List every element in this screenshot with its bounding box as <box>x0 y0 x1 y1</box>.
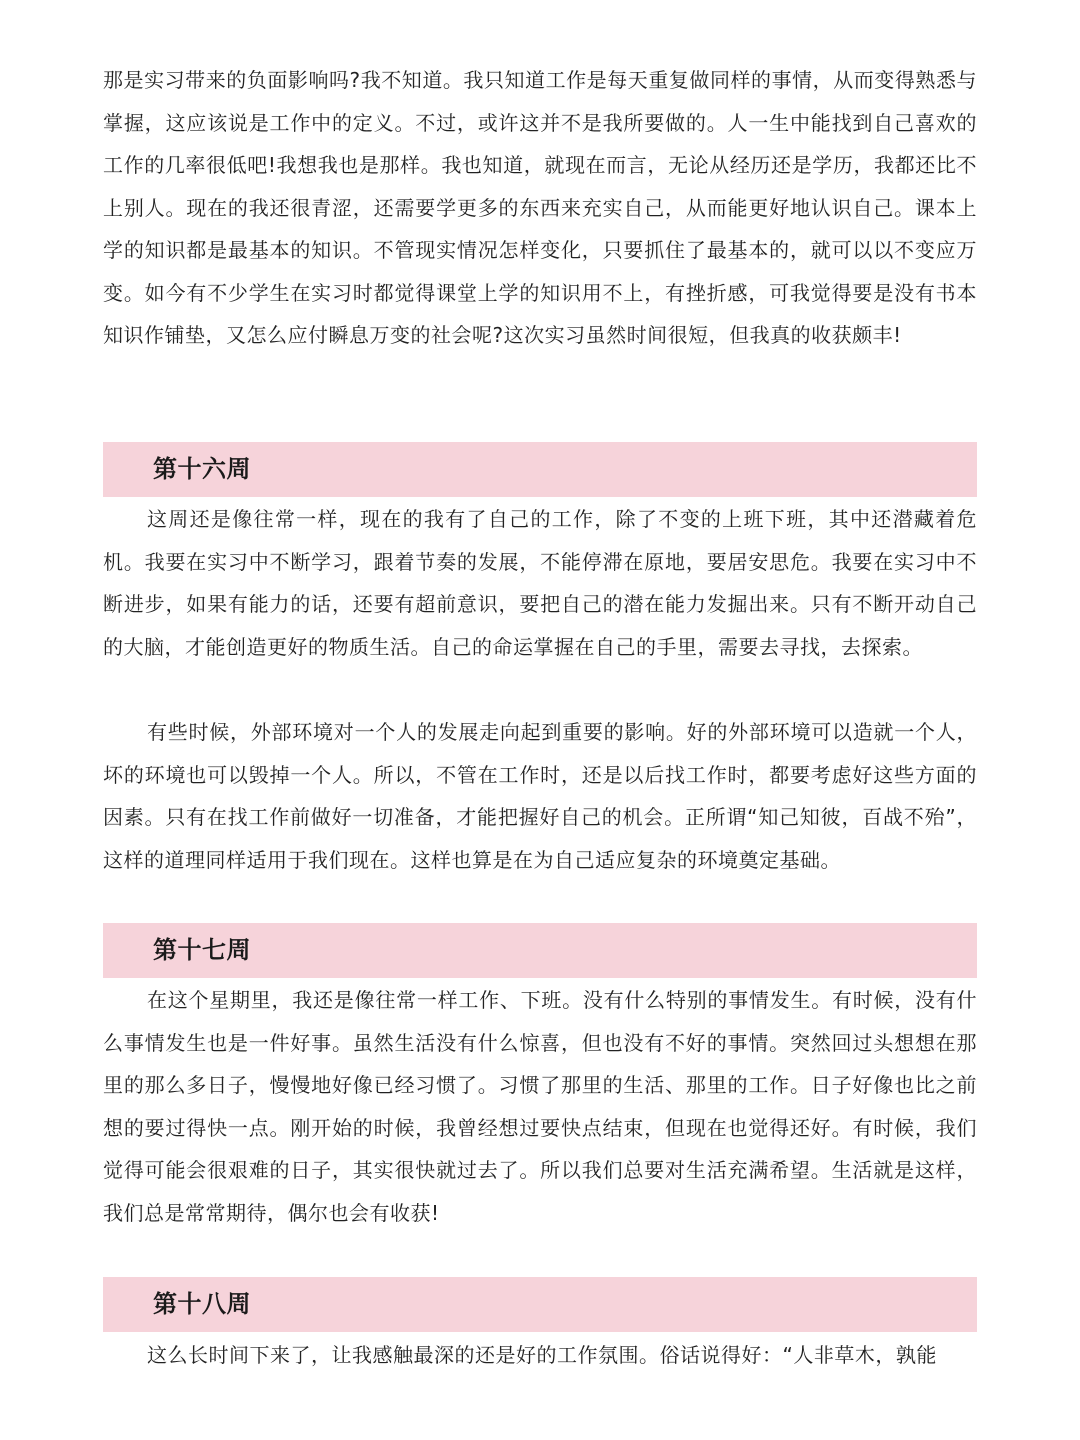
week-16-paragraph-2: 有些时候，外部环境对一个人的发展走向起到重要的影响。好的外部环境可以造就一个人，坏的环境也可以毁掉一个人。所以，不管在工作时，还是以后找工作时，都要考虑好这些方面的因素。只有在找工作前做好一切准备，才能把握好自己的机会。正所谓“知己知彼，百战不殆”，这样的道理同样适用于我们现在。这样也算是在为自己适应复杂的环境奠定基础。 <box>103 720 977 872</box>
section-heading-week-18 <box>103 1277 977 1332</box>
section-heading-week-16 <box>103 442 977 497</box>
section-heading-text: 第十七周 <box>153 936 251 964</box>
week-17-paragraph-1: 在这个星期里，我还是像往常一样工作、下班。没有什么特别的事情发生。有时候，没有什么事情发生也是一件好事。虽然生活没有什么惊喜，但也没有不好的事情。突然回过头想想在那里的那么多日子，慢慢地好像已经习惯了。习惯了那里的生活、那里的工作。日子好像也比之前想的要过得快一点。刚开始的时候，我曾经想过要快点结束，但现在也觉得还好。有时候，我们觉得可能会很艰难的日子，其实很快就过去了。所以我们总要对生活充满希望。生活就是这样，我们总是常常期待，偶尔也会有收获! <box>103 988 977 1225</box>
section-heading-text: 第十八周 <box>153 1290 251 1318</box>
section-heading-text: 第十六周 <box>153 455 251 483</box>
intro-paragraph: 那是实习带来的负面影响吗?我不知道。我只知道工作是每天重复做同样的事情，从而变得熟悉与掌握，这应该说是工作中的定义。不过，或许这并不是我所要做的。人一生中能找到自己喜欢的工作的几率很低吧!我想我也是那样。我也知道，就现在而言，无论从经历还是学历，我都还比不上别人。现在的我还很青涩，还需要学更多的东西来充实自己，从而能更好地认识自己。课本上学的知识都是最基本的知识。不管现实情况怎样变化，只要抓住了最基本的，就可以以不变应万变。如今有不少学生在实习时都觉得课堂上学的知识用不上，有挫折感，可我觉得要是没有书本知识作铺垫，又怎么应付瞬息万变的社会呢?这次实习虽然时间很短，但我真的收获颇丰! <box>103 68 977 347</box>
week-18-paragraph-1: 这么长时间下来了，让我感触最深的还是好的工作氛围。俗话说得好：“人非草木，孰能 <box>147 1343 937 1367</box>
section-heading-week-17 <box>103 923 977 978</box>
week-16-paragraph-1: 这周还是像往常一样，现在的我有了自己的工作，除了不变的上班下班，其中还潜藏着危机。我要在实习中不断学习，跟着节奏的发展，不能停滞在原地，要居安思危。我要在实习中不断进步，如果有能力的话，还要有超前意识，要把自己的潜在能力发掘出来。只有不断开动自己的大脑，才能创造更好的物质生活。自己的命运掌握在自己的手里，需要去寻找，去探索。 <box>103 507 977 659</box>
